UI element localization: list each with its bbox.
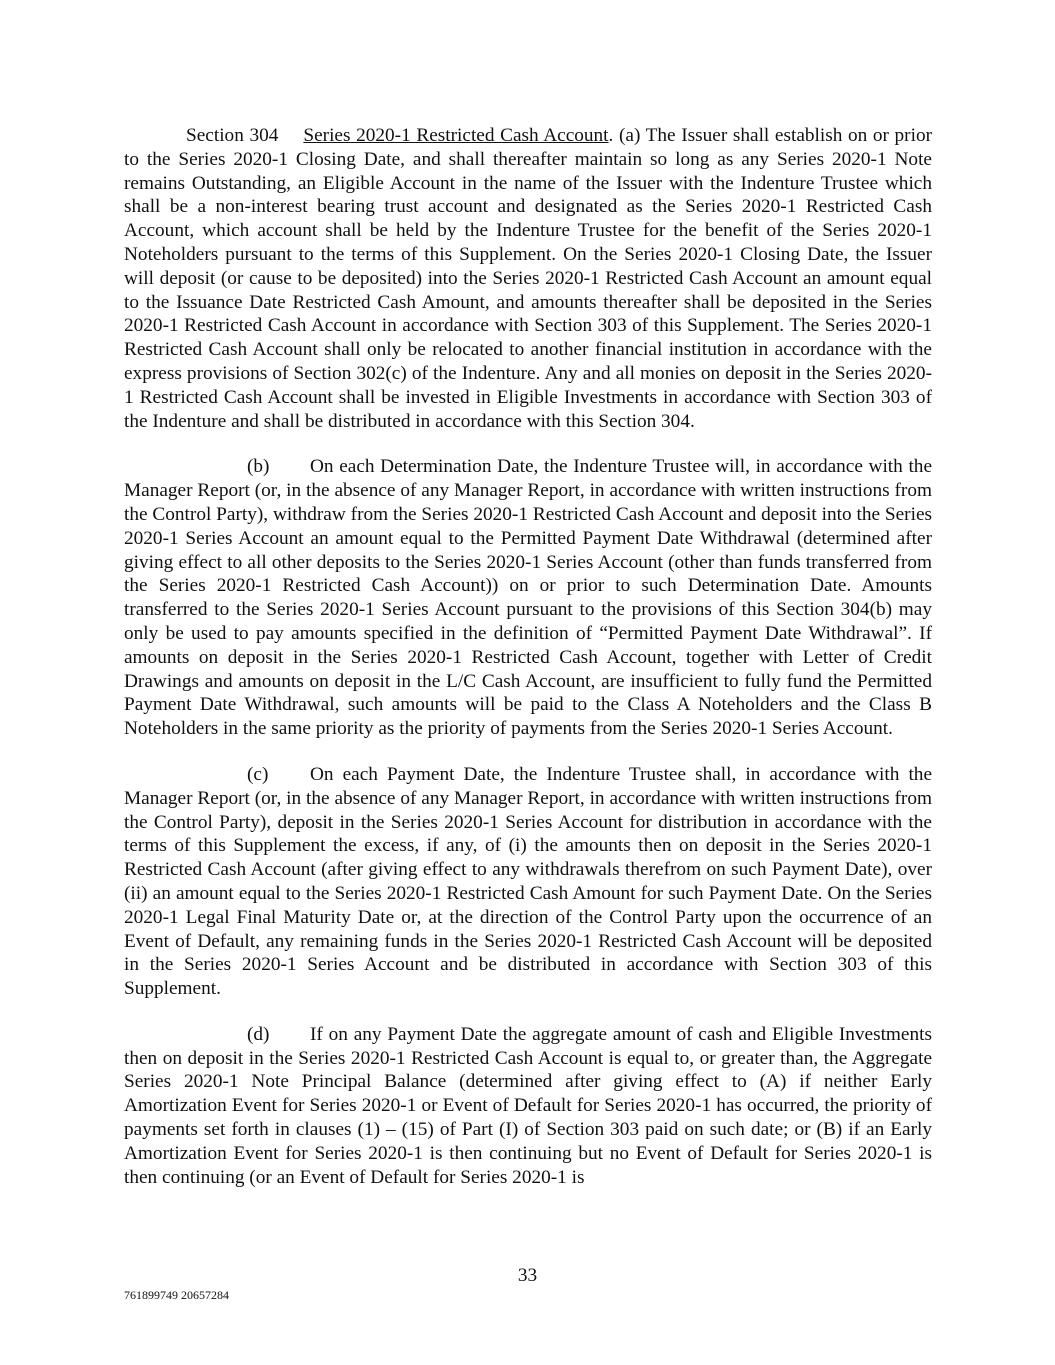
subsection-b	[124, 455, 932, 741]
page-number: 33	[517, 1265, 538, 1286]
section-number: Section 304	[186, 125, 279, 146]
subsection-text: If on any Payment Date the aggregate amount of cash and Eligible Investments then on deposit in the Series 2020-1 Restricted Cash Account is equal to, or greater than, the Aggregate Series 2020-1 Note Principal Balance (determined after giving effect to (A) if neither Early Amortization Event for Series 2020-1 or Event of Default for Series 2020-1 has occurred, the priority of payments set forth in clauses (1) – (15) of Part (I) of Section 303 paid on such date; or (B) if an Early Amortization Event for Series 2020-1 is then continuing but no Event of Default for Series 2020-1 is then continuing (or an Event of Default for Series 2020-1 is	[124, 1023, 932, 1188]
section-a-text: . (a) The Issuer shall establish on or prior to the Series 2020-1 Closing Date, and shall thereafter maintain so long as any Series 2020-1 Note remains Outstanding, an Eligible Account in the name of the Issuer with the Indenture Trustee which shall be a non-interest bearing trust account and designated as the Series 2020-1 Restricted Cash Account, which account shall be held by the Indenture Trustee for the benefit of the Series 2020-1 Noteholders pursuant to the terms of this Supplement. On the Series 2020-1 Closing Date, the Issuer will deposit (or cause to be deposited) into the Series 2020-1 Restricted Cash Account an amount equal to the Issuance Date Restricted Cash Amount, and amounts thereafter shall be deposited in the Series 2020-1 Restricted Cash Account in accordance with Section 303 of this Supplement. The Series 2020-1 Restricted Cash Account shall only be relocated to another financial institution in accordance with the express provisions of Section 302(c) of the Indenture. Any and all monies on deposit in the Series 2020-1 Restricted Cash Account shall be invested in Eligible Investments in accordance with Section 303 of the Indenture and shall be distributed in accordance with this Section 304.	[124, 125, 933, 432]
section-304-paragraph-a	[124, 124, 932, 433]
subsection-label: (b)	[247, 456, 270, 478]
section-title: Series 2020-1 Restricted Cash Account	[303, 125, 609, 146]
document-page	[124, 124, 932, 1211]
subsection-text: On each Determination Date, the Indenture Trustee will, in accordance with the Manager Report (or, in the absence of any Manager Report, in accordance with written instructions from the Control Party), withdraw from the Series 2020-1 Restricted Cash Account and deposit into the Series 2020-1 Series Account an amount equal to the Permitted Payment Date Withdrawal (determined after giving effect to all other deposits to the Series 2020-1 Series Account (other than funds transferred from the Series 2020-1 Restricted Cash Account)) on or prior to such Determination Date. Amounts transferred to the Series 2020-1 Series Account pursuant to the provisions of this Section 304(b) may only be used to pay amounts specified in the definition of “Permitted Payment Date Withdrawal”. If amounts on deposit in the Series 2020-1 Restricted Cash Account, together with Letter of Credit Drawings and amounts on deposit in the L/C Cash Account, are insufficient to fully fund the Permitted Payment Date Withdrawal, such amounts will be paid to the Class A Noteholders and the Class B Noteholders in the same priority as the priority of payments from the Series 2020-1 Series Account.	[124, 456, 932, 740]
subsection-text: On each Payment Date, the Indenture Trustee shall, in accordance with the Manager Report (or, in the absence of any Manager Report, in accordance with written instructions from the Control Party), deposit in the Series 2020-1 Series Account for distribution in accordance with the terms of this Supplement the excess, if any, of (i) the amounts then on deposit in the Series 2020-1 Restricted Cash Account (after giving effect to any withdrawals therefrom on such Payment Date), over (ii) an amount equal to the Series 2020-1 Restricted Cash Amount for such Payment Date. On the Series 2020-1 Legal Final Maturity Date or, at the direction of the Control Party upon the occurrence of an Event of Default, any remaining funds in the Series 2020-1 Restricted Cash Account will be deposited in the Series 2020-1 Series Account and be distributed in accordance with Section 303 of this Supplement.	[124, 763, 932, 1000]
subsection-label: (d)	[247, 1023, 270, 1045]
subsection-d	[124, 1023, 932, 1190]
subsection-label: (c)	[247, 763, 269, 785]
document-id: 761899749 20657284	[124, 1288, 229, 1302]
subsection-c	[124, 763, 932, 1001]
